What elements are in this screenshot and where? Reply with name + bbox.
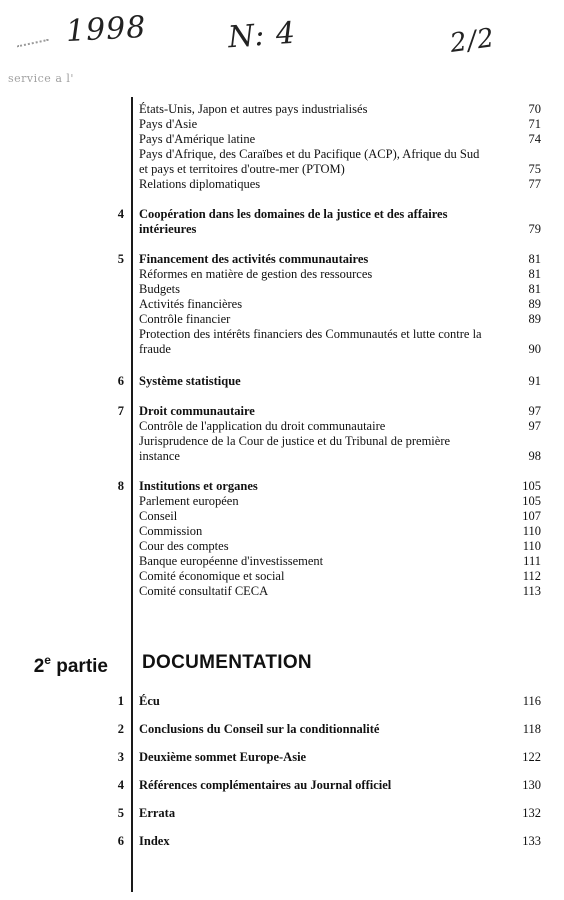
entry-page: 118	[522, 722, 541, 736]
entry-page: 107	[522, 509, 541, 523]
entry-title: États-Unis, Japon et autres pays industrialisés	[139, 102, 368, 116]
section-title: Coopération dans les domaines de la justice et des affaires intérieures	[139, 207, 448, 236]
entry-page: 79	[528, 222, 541, 236]
entry-page: 133	[522, 834, 541, 848]
section-title: Index	[139, 834, 170, 848]
entry-page: 89	[528, 297, 541, 311]
section-number: 7	[117, 404, 124, 418]
entry-page: 89	[528, 312, 541, 326]
faded-stamp: service a l'	[8, 72, 74, 85]
section-number: 2	[117, 722, 124, 736]
entry-page: 130	[522, 778, 541, 792]
section-title: Institutions et organes	[139, 479, 258, 493]
part-label	[34, 653, 108, 678]
section-title: Deuxième sommet Europe-Asie	[139, 750, 307, 764]
entry-title: Parlement européen	[139, 494, 239, 508]
section-title: Droit communautaire	[139, 404, 255, 418]
entry-title: Contrôle financier	[139, 312, 231, 326]
entry-page: 90	[528, 342, 541, 356]
entry-page: 112	[522, 569, 541, 583]
entry-page: 105	[522, 479, 541, 493]
entry-page: 97	[528, 419, 541, 433]
entry-page: 111	[523, 554, 541, 568]
section-number: 1	[117, 694, 124, 708]
entry-page: 74	[528, 132, 541, 146]
entry-title: Commission	[139, 524, 203, 538]
section-title: Financement des activités communautaires	[139, 252, 369, 266]
entry-page: 132	[522, 806, 541, 820]
entry-page: 81	[528, 282, 541, 296]
part-number: 2	[33, 656, 45, 677]
section-number: 6	[117, 374, 124, 388]
entry-page: 122	[522, 750, 541, 764]
section-title: Conclusions du Conseil sur la conditionnalité	[139, 722, 380, 736]
entry-page: 75	[528, 162, 541, 176]
entry-title: Pays d'Asie	[139, 117, 198, 131]
entry-page: 105	[522, 494, 541, 508]
entry-title: Banque européenne d'investissement	[139, 554, 324, 568]
entry-title: Activités financières	[139, 297, 243, 311]
entry-page: 70	[528, 102, 541, 116]
entry-page: 97	[528, 404, 541, 418]
handwritten-year: 1998	[65, 9, 148, 50]
section-title: Écu	[139, 694, 160, 708]
section-number: 3	[117, 750, 124, 764]
entry-title: Contrôle de l'application du droit communautaire	[139, 419, 386, 433]
section-title: Errata	[139, 806, 176, 820]
entry-title: Pays d'Amérique latine	[139, 132, 256, 146]
entry-page: 110	[522, 539, 541, 553]
entry-page: 113	[522, 584, 541, 598]
stamp-mark	[17, 39, 51, 59]
entry-page: 110	[522, 524, 541, 538]
entry-title: Cour des comptes	[139, 539, 229, 553]
entry-title: Pays d'Afrique, des Caraïbes et du Pacifique (ACP), Afrique du Sud et pays et territoires d'outre-mer (PTOM)	[139, 147, 480, 176]
section-number: 6	[117, 834, 124, 848]
section-number: 5	[117, 806, 124, 820]
entry-page: 81	[528, 252, 541, 266]
section-title: Références complémentaires au Journal officiel	[139, 778, 392, 792]
entry-title: Conseil	[139, 509, 178, 523]
entry-page: 98	[528, 449, 541, 463]
entry-title: Jurisprudence de la Cour de justice et du Tribunal de première instance	[139, 434, 451, 463]
entry-page: 91	[528, 374, 541, 388]
entry-page: 116	[522, 694, 541, 708]
handwritten-number: N: 4	[226, 15, 298, 56]
entry-page: 81	[528, 267, 541, 281]
section-number: 5	[117, 252, 124, 266]
section-number: 4	[117, 207, 124, 221]
vertical-rule	[131, 97, 133, 892]
entry-title: Protection des intérêts financiers des Communautés et lutte contre la fraude	[139, 327, 482, 356]
section-title: Système statistique	[139, 374, 241, 388]
part-word: partie	[50, 656, 108, 677]
part-ordinal-suffix: e	[44, 653, 51, 667]
entry-title: Relations diplomatiques	[139, 177, 261, 191]
entry-page: 71	[528, 117, 541, 131]
entry-title: Budgets	[139, 282, 180, 296]
entry-page: 77	[528, 177, 541, 191]
entry-title: Réformes en matière de gestion des ressources	[139, 267, 373, 281]
section-number: 4	[117, 778, 124, 792]
handwritten-fraction: 2/2	[448, 23, 497, 59]
entry-title: Comité économique et social	[139, 569, 285, 583]
part-title: DOCUMENTATION	[142, 652, 312, 673]
entry-title: Comité consultatif CECA	[139, 584, 269, 598]
section-number: 8	[117, 479, 124, 493]
